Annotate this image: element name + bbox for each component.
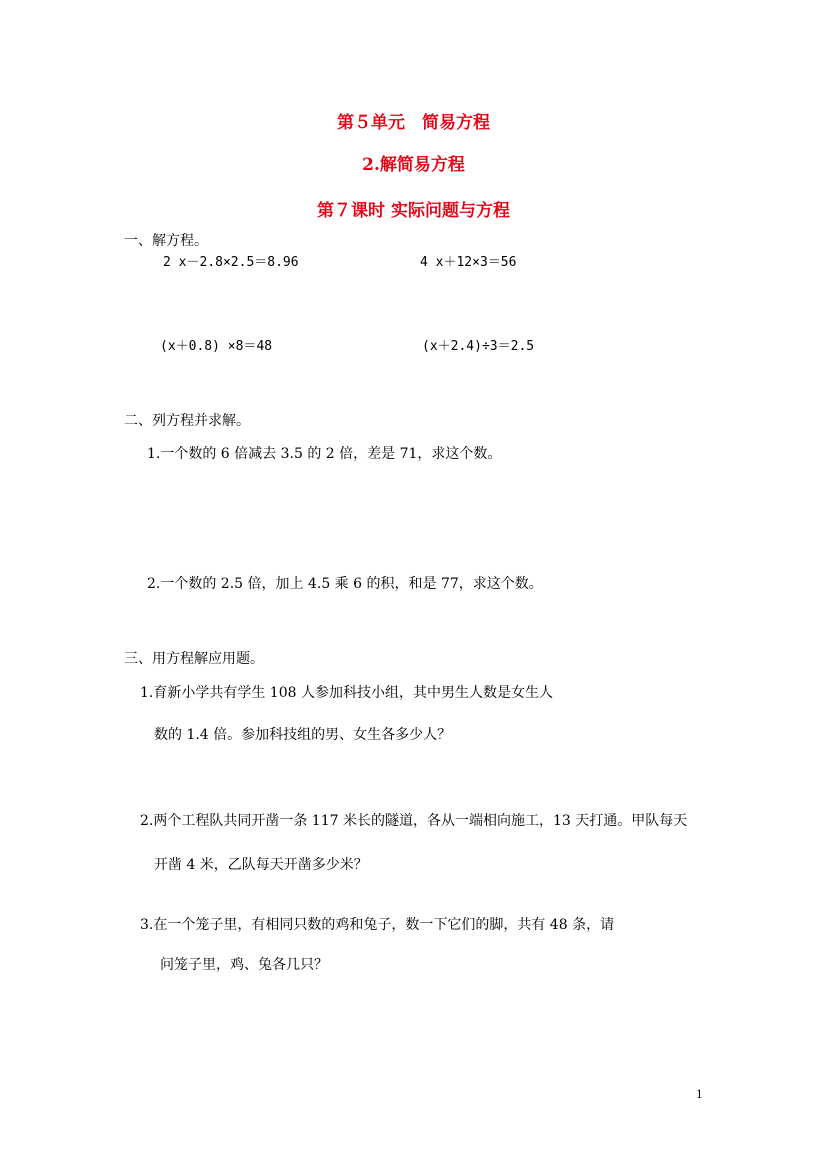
part1-heading: 一、解方程。 (124, 233, 208, 249)
page-number: 1 (696, 1086, 703, 1101)
part2-item-2: 2.一个数的 2.5 倍，加上 4.5 乘 6 的积，和是 77，求这个数。 (147, 576, 543, 592)
part3-line-2: 数的 1.4 倍。参加科技组的男、女生各多少人？ (154, 727, 452, 743)
part3-line-1: 1.育新小学共有学生 108 人参加科技小组，其中男生人数是女生人 (140, 685, 553, 701)
equation-4: (x＋2.4)÷3＝2.5 (422, 339, 535, 354)
unit-title: 第５单元 简易方程 (337, 113, 490, 133)
part3-heading: 三、用方程解应用题。 (124, 651, 264, 667)
part3-line-4: 开凿 4 米，乙队每天开凿多少米？ (154, 857, 368, 873)
part2-heading: 二、列方程并求解。 (124, 413, 250, 429)
part2-item-1: 1.一个数的 6 倍减去 3.5 的 2 倍，差是 71，求这个数。 (147, 446, 502, 462)
equation-2: 4 x＋12×3＝56 (420, 255, 517, 270)
equation-3: (x＋0.8) ×8＝48 (160, 339, 273, 354)
lesson-title: 第７课时 实际问题与方程 (317, 201, 510, 221)
part3-line-6: 问笼子里，鸡、兔各几只？ (160, 957, 328, 973)
equation-1: 2 x－2.8×2.5＝8.96 (163, 255, 299, 270)
section-title: 2.解简易方程 (362, 155, 465, 175)
part3-line-5: 3.在一个笼子里，有相同只数的鸡和兔子，数一下它们的脚，共有 48 条，请 (140, 917, 615, 933)
part3-line-3: 2.两个工程队共同开凿一条 117 米长的隧道，各从一端相向施工，13 天打通。甲队每天 (140, 813, 688, 829)
